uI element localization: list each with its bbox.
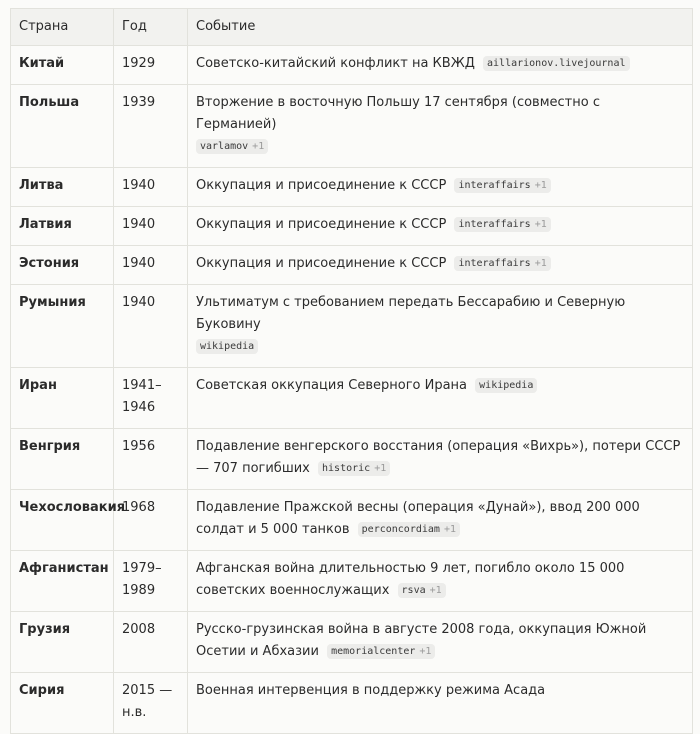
event-text: Оккупация и присоединение к СССР <box>196 217 447 232</box>
country-cell: Румыния <box>11 285 114 368</box>
source-link[interactable] <box>454 217 550 232</box>
event-text: Русско-грузинская война в августе 2008 года, оккупация Южной Осетии и Абхазии <box>196 622 647 659</box>
source-extra-count: +1 <box>534 180 547 191</box>
source-extra-count: +1 <box>534 258 547 269</box>
year-cell: 1940 <box>114 246 188 285</box>
source-name: rsva <box>401 585 426 596</box>
year-cell: 2015 — н.в. <box>114 673 188 734</box>
table-row <box>11 368 693 429</box>
table-row <box>11 246 693 285</box>
event-cell <box>188 85 693 168</box>
source-link[interactable] <box>398 583 446 598</box>
event-cell <box>188 429 693 490</box>
table-row <box>11 490 693 551</box>
year-cell: 1979–1989 <box>114 551 188 612</box>
event-text: Подавление венгерского восстания (операция «Вихрь»), потери СССР — 707 погибших <box>196 439 681 476</box>
source-name: historic <box>322 463 371 474</box>
header-row <box>11 9 693 46</box>
table-row <box>11 207 693 246</box>
event-cell <box>188 673 693 734</box>
source-name: wikipedia <box>479 380 534 391</box>
source-link[interactable] <box>483 56 629 71</box>
source-link[interactable] <box>327 644 435 659</box>
event-text: Вторжение в восточную Польшу 17 сентября (совместно с Германией) <box>196 95 600 132</box>
country-cell: Латвия <box>11 207 114 246</box>
table-row <box>11 285 693 368</box>
country-cell: Иран <box>11 368 114 429</box>
year-cell: 1956 <box>114 429 188 490</box>
table-row <box>11 612 693 673</box>
country-cell: Венгрия <box>11 429 114 490</box>
country-cell: Эстония <box>11 246 114 285</box>
table-row <box>11 85 693 168</box>
event-cell <box>188 612 693 673</box>
year-cell: 1940 <box>114 207 188 246</box>
event-text: Советско-китайский конфликт на КВЖД <box>196 56 475 71</box>
country-cell: Сирия <box>11 673 114 734</box>
source-name: wikipedia <box>200 341 255 352</box>
event-cell <box>188 246 693 285</box>
event-cell <box>188 168 693 207</box>
year-cell: 1968 <box>114 490 188 551</box>
country-cell: Литва <box>11 168 114 207</box>
source-link[interactable] <box>358 522 460 537</box>
year-cell: 1940 <box>114 285 188 368</box>
source-link[interactable] <box>454 178 550 193</box>
source-name: varlamov <box>200 141 249 152</box>
event-cell <box>188 490 693 551</box>
country-cell: Грузия <box>11 612 114 673</box>
table-row <box>11 46 693 85</box>
interventions-table <box>10 8 693 734</box>
source-name: memorialcenter <box>331 646 416 657</box>
event-cell <box>188 551 693 612</box>
source-name: interaffairs <box>458 219 531 230</box>
event-text: Оккупация и присоединение к СССР <box>196 256 447 271</box>
table-row <box>11 551 693 612</box>
table-container <box>10 8 692 734</box>
event-text: Оккупация и присоединение к СССР <box>196 178 447 193</box>
header-year: Год <box>114 9 188 46</box>
source-link[interactable] <box>454 256 550 271</box>
table-row <box>11 168 693 207</box>
source-link[interactable] <box>196 139 268 154</box>
event-text: Военная интервенция в поддержку режима Асада <box>196 683 546 698</box>
source-extra-count: +1 <box>252 141 265 152</box>
event-cell <box>188 207 693 246</box>
source-name: aillarionov.livejournal <box>487 58 626 69</box>
source-name: perconcordiam <box>361 524 440 535</box>
source-extra-count: +1 <box>429 585 442 596</box>
header-event: Событие <box>188 9 693 46</box>
event-cell <box>188 368 693 429</box>
source-extra-count: +1 <box>374 463 387 474</box>
year-cell: 1940 <box>114 168 188 207</box>
event-cell <box>188 285 693 368</box>
year-cell: 2008 <box>114 612 188 673</box>
country-cell: Афганистан <box>11 551 114 612</box>
source-extra-count: +1 <box>443 524 456 535</box>
header-country: Страна <box>11 9 114 46</box>
event-text: Советская оккупация Северного Ирана <box>196 378 468 393</box>
year-cell: 1929 <box>114 46 188 85</box>
source-extra-count: +1 <box>534 219 547 230</box>
year-cell: 1941–1946 <box>114 368 188 429</box>
event-text: Подавление Пражской весны (операция «Дунай»), ввод 200 000 солдат и 5 000 танков <box>196 500 640 537</box>
table-row <box>11 429 693 490</box>
source-name: interaffairs <box>458 258 531 269</box>
country-cell: Китай <box>11 46 114 85</box>
source-link[interactable] <box>475 378 537 393</box>
event-text: Афганская война длительностью 9 лет, погибло около 15 000 советских военнослужащих <box>196 561 625 598</box>
event-text: Ультиматум с требованием передать Бессарабию и Северную Буковину <box>196 295 626 332</box>
country-cell: Чехословакия <box>11 490 114 551</box>
source-link[interactable] <box>196 339 258 354</box>
source-link[interactable] <box>318 461 390 476</box>
event-cell <box>188 46 693 85</box>
year-cell: 1939 <box>114 85 188 168</box>
source-extra-count: +1 <box>419 646 432 657</box>
table-row <box>11 673 693 734</box>
country-cell: Польша <box>11 85 114 168</box>
source-name: interaffairs <box>458 180 531 191</box>
